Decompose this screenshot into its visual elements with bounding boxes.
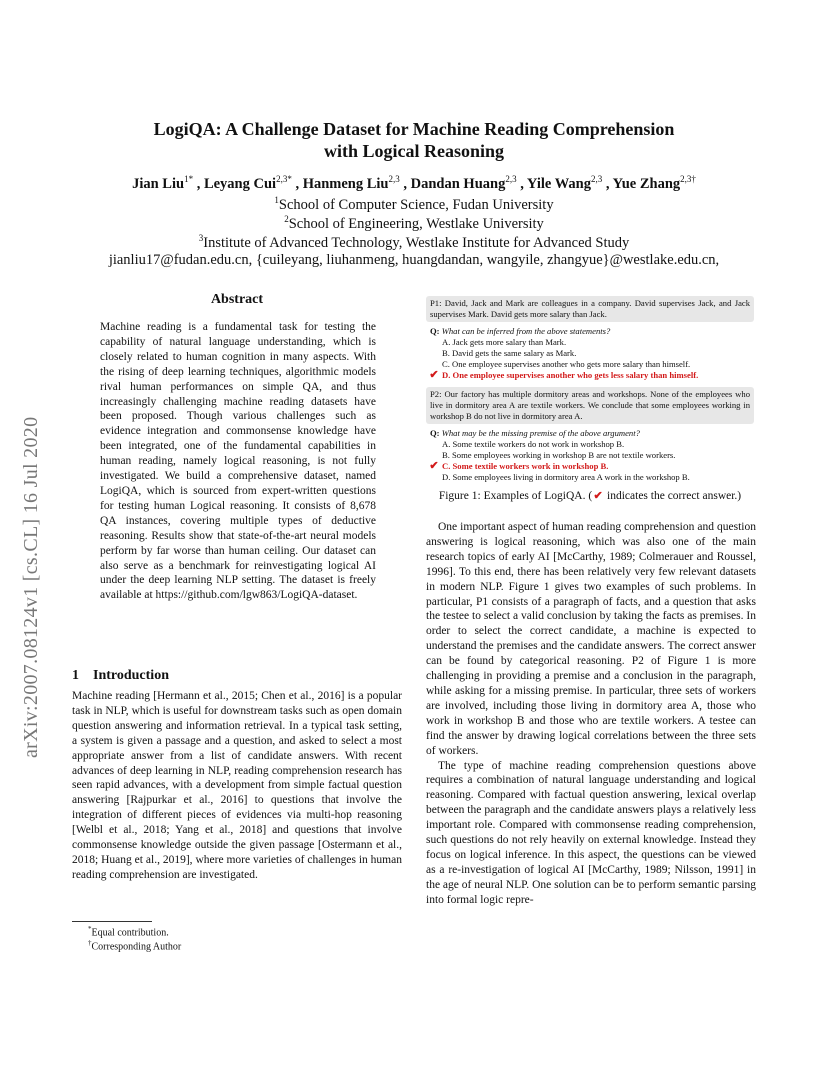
option-text: C. One employee supervises another who gets more salary than himself. [442, 359, 691, 369]
footnote-text: Equal contribution. [91, 927, 169, 939]
intro-left-column [72, 689, 402, 883]
footnote-mark: * [88, 925, 92, 933]
affiliation-text: School of Computer Science, Fudan University [278, 196, 554, 213]
right-paragraph-1: One important aspect of human reading comprehension and question answering is logical reasoning, which was also one of the main research topics of early AI [McCarthy, 1989; Colmerauer and Roussel, 1996]. To this end, there has been relatively very few relevant datasets in modern NLP. Figure 1 gives two examples of such problems. In particular, P1 consists of a paragraph of facts, and a question that asks the testee to select a valid conclusion by taking the facts as premises. In order to select the correct candidate, a machine is expected to understand the premises and the candidate answers. The correct answer can be found by categorical reasoning. P2 of Figure 1 is more challenging in providing a premise and a conclusion in the paragraph, while asking for a missing premise. In particular, three sets of workers are involved, including those living in dormitory area A, those who work in workshop B and those who are textile workers. A testee can find the answer by drawing logical correlations between the three sets of workers. [426, 521, 756, 757]
footnote-mark: † [88, 939, 92, 947]
figure-caption [426, 489, 754, 502]
question-text: What may be the missing premise of the above argument? [441, 428, 640, 438]
footnote-1 [88, 925, 169, 938]
author-list: Jian Liu$^{1*}$ , Leyang Cui$^{2,3*}$ , Hanmeng Liu$^{2,3}$ , Dandan Huang$^{2,3}$ , Yile Wang$^{2,3}$ , Yue Zhang$^{2,3\dagger}$ [132, 174, 696, 192]
option [442, 337, 754, 348]
footnote-divider [72, 921, 152, 922]
section-title: Introduction [93, 668, 169, 683]
author-sup: 2,3* [276, 174, 292, 184]
author-sup: 2,3† [680, 174, 696, 184]
footnote-text: Corresponding Author [91, 941, 182, 953]
author-name: Yue Zhang [612, 175, 681, 192]
author-sup: 2,3 [505, 174, 517, 184]
caption-text-pre: Figure 1: Examples of LogiQA. ( [438, 490, 593, 502]
passage-p2: P2: Our factory has multiple dormitory areas and workshops. None of the employees who live in dormitory area A are textile workers. We conclude that some employees working in workshop B do not live in dormitory area A. [426, 387, 754, 424]
abstract-body: Machine reading is a fundamental task for testing the capability of natural language understanding, which is closely related to human cognition in many aspects. With the rising of deep learning techniques, algorithmic models rival human performances on simple QA, and thus increasingly challenging machine reading datasets have been proposed. Though various challenges such as evidence integration and commonsense knowledge have been integrated, one of the fundamental capabilities in human reading, namely logical reasoning, is not fully investigated. We build a comprehensive dataset, named LogiQA, which is sourced from expert-written questions for testing human Logical reasoning. It consists of 8,678 QA instances, covering multiple types of deductive reasoning. Results show that state-of-the-art neural models perform by far worse than human ceiling. Our dataset can also serve as a benchmark for reinvestigating logical AI under the deep learning NLP setting. The dataset is freely available at https://github.com/lgw863/LogiQA-dataset. [100, 321, 376, 602]
author-sup: 2,3 [388, 174, 400, 184]
author-emails[interactable]: jianliu17@fudan.edu.cn, {cuileyang, liuhanmeng, huangdandan, wangyile, zhangyue}@westlake.edu.cn, [108, 252, 720, 268]
check-icon: ✔ [593, 490, 603, 502]
section-number: 1 [72, 668, 79, 683]
author-sup: 2,3 [590, 174, 603, 184]
title-line-1: LogiQA: A Challenge Dataset for Machine Reading Comprehension [153, 119, 675, 139]
option [442, 472, 754, 483]
intro-paragraph: Machine reading [Hermann et al., 2015; Chen et al., 2016] is a popular task in NLP, which is useful for downstream tasks such as open domain question answering and information retrieval. In a typical task setting, a system is given a passage and a question, and asked to select a most appropriate answer from a list of candidate answers. With recent advances of deep learning in NLP, reading comprehension research has seen rapid advances, with a development from simple factual question answering [Rajpurkar et al., 2016] to questions that involve the integration of different pieces of evidences via multi-hop reasoning [Welbl et al., 2018; Yang et al., 2018] and questions that involve commonsense knowledge outside the given passage [Ostermann et al., 2018; Huang et al., 2019], where more varieties of challenges in human reading comprehension are investigated. [72, 690, 402, 881]
passage-p1: P1: David, Jack and Mark are colleagues in a company. David supervises Jack, and Jack supervises Mark. David gets more salary than Jack. [426, 296, 754, 322]
option-correct [426, 370, 754, 381]
paper-title [0, 118, 828, 162]
option-text: A. Some textile workers do not work in workshop B. [442, 439, 625, 449]
question-q2 [430, 428, 754, 439]
author-name: Jian Liu [132, 175, 185, 192]
option [442, 450, 754, 461]
option-text: D. Some employees living in dormitory area A work in the workshop B. [442, 472, 690, 482]
title-line-2: with Logical Reasoning [323, 141, 505, 161]
affiliation-1 [0, 195, 828, 214]
arxiv-stamp: arXiv:2007.08124v1 [cs.CL] 16 Jul 2020 [20, 416, 42, 758]
check-icon: ✔ [429, 369, 439, 381]
option-text: C. Some textile workers work in workshop B. [442, 461, 609, 471]
affiliation-3 [0, 233, 828, 252]
abstract-heading: Abstract [210, 292, 264, 307]
question-q1 [430, 326, 754, 337]
footnote-2 [88, 939, 181, 952]
author-name: Hanmeng Liu [302, 175, 389, 192]
section-heading [72, 668, 169, 684]
q1-options [426, 337, 754, 381]
affiliation-text: Institute of Advanced Technology, Westlake Institute for Advanced Study [203, 234, 630, 251]
check-icon: ✔ [429, 460, 439, 472]
right-paragraph-2: The type of machine reading comprehension questions above requires a combination of natural language understanding and logical reasoning. Compared with factual question answering, lexical overlap between the paragraph and the candidate answers plays a relatively less important role. Compared with commonsense reading comprehension, such questions do not rely heavily on external knowledge. Instead they focus on logical inference. In this aspect, the questions can be viewed as a re-investigation of logical AI [McCarthy, 1989; Nilsson, 1991] in the age of neural NLP. One solution can be to perform semantic parsing into formal logic repre- [426, 759, 756, 906]
intro-right-column [426, 520, 756, 908]
option [442, 439, 754, 450]
q2-options [426, 439, 754, 483]
option [442, 348, 754, 359]
caption-text-post: indicates the correct answer.) [604, 490, 742, 502]
author-name: Dandan Huang [410, 175, 506, 192]
author-name: Leyang Cui [203, 175, 277, 192]
option [442, 359, 754, 370]
q-label: Q: [430, 326, 440, 336]
option-text: B. Some employees working in workshop B are not textile workers. [442, 450, 676, 460]
author-name: Yile Wang [526, 175, 591, 192]
affiliation-2 [0, 214, 828, 233]
question-text: What can be inferred from the above statements? [441, 326, 611, 336]
affiliation-sup: 3 [198, 233, 204, 243]
affiliation-sup: 2 [284, 214, 289, 224]
author-sup: 1* [184, 174, 194, 184]
option-correct [426, 461, 754, 472]
affiliation-sup: 1 [274, 195, 279, 205]
affiliation-text: School of Engineering, Westlake University [288, 215, 544, 232]
q-label: Q: [430, 428, 440, 438]
option-text: A. Jack gets more salary than Mark. [442, 337, 567, 347]
figure-1 [426, 296, 754, 502]
option-text: D. One employee supervises another who gets less salary than himself. [442, 370, 699, 380]
option-text: B. David gets the same salary as Mark. [442, 348, 577, 358]
